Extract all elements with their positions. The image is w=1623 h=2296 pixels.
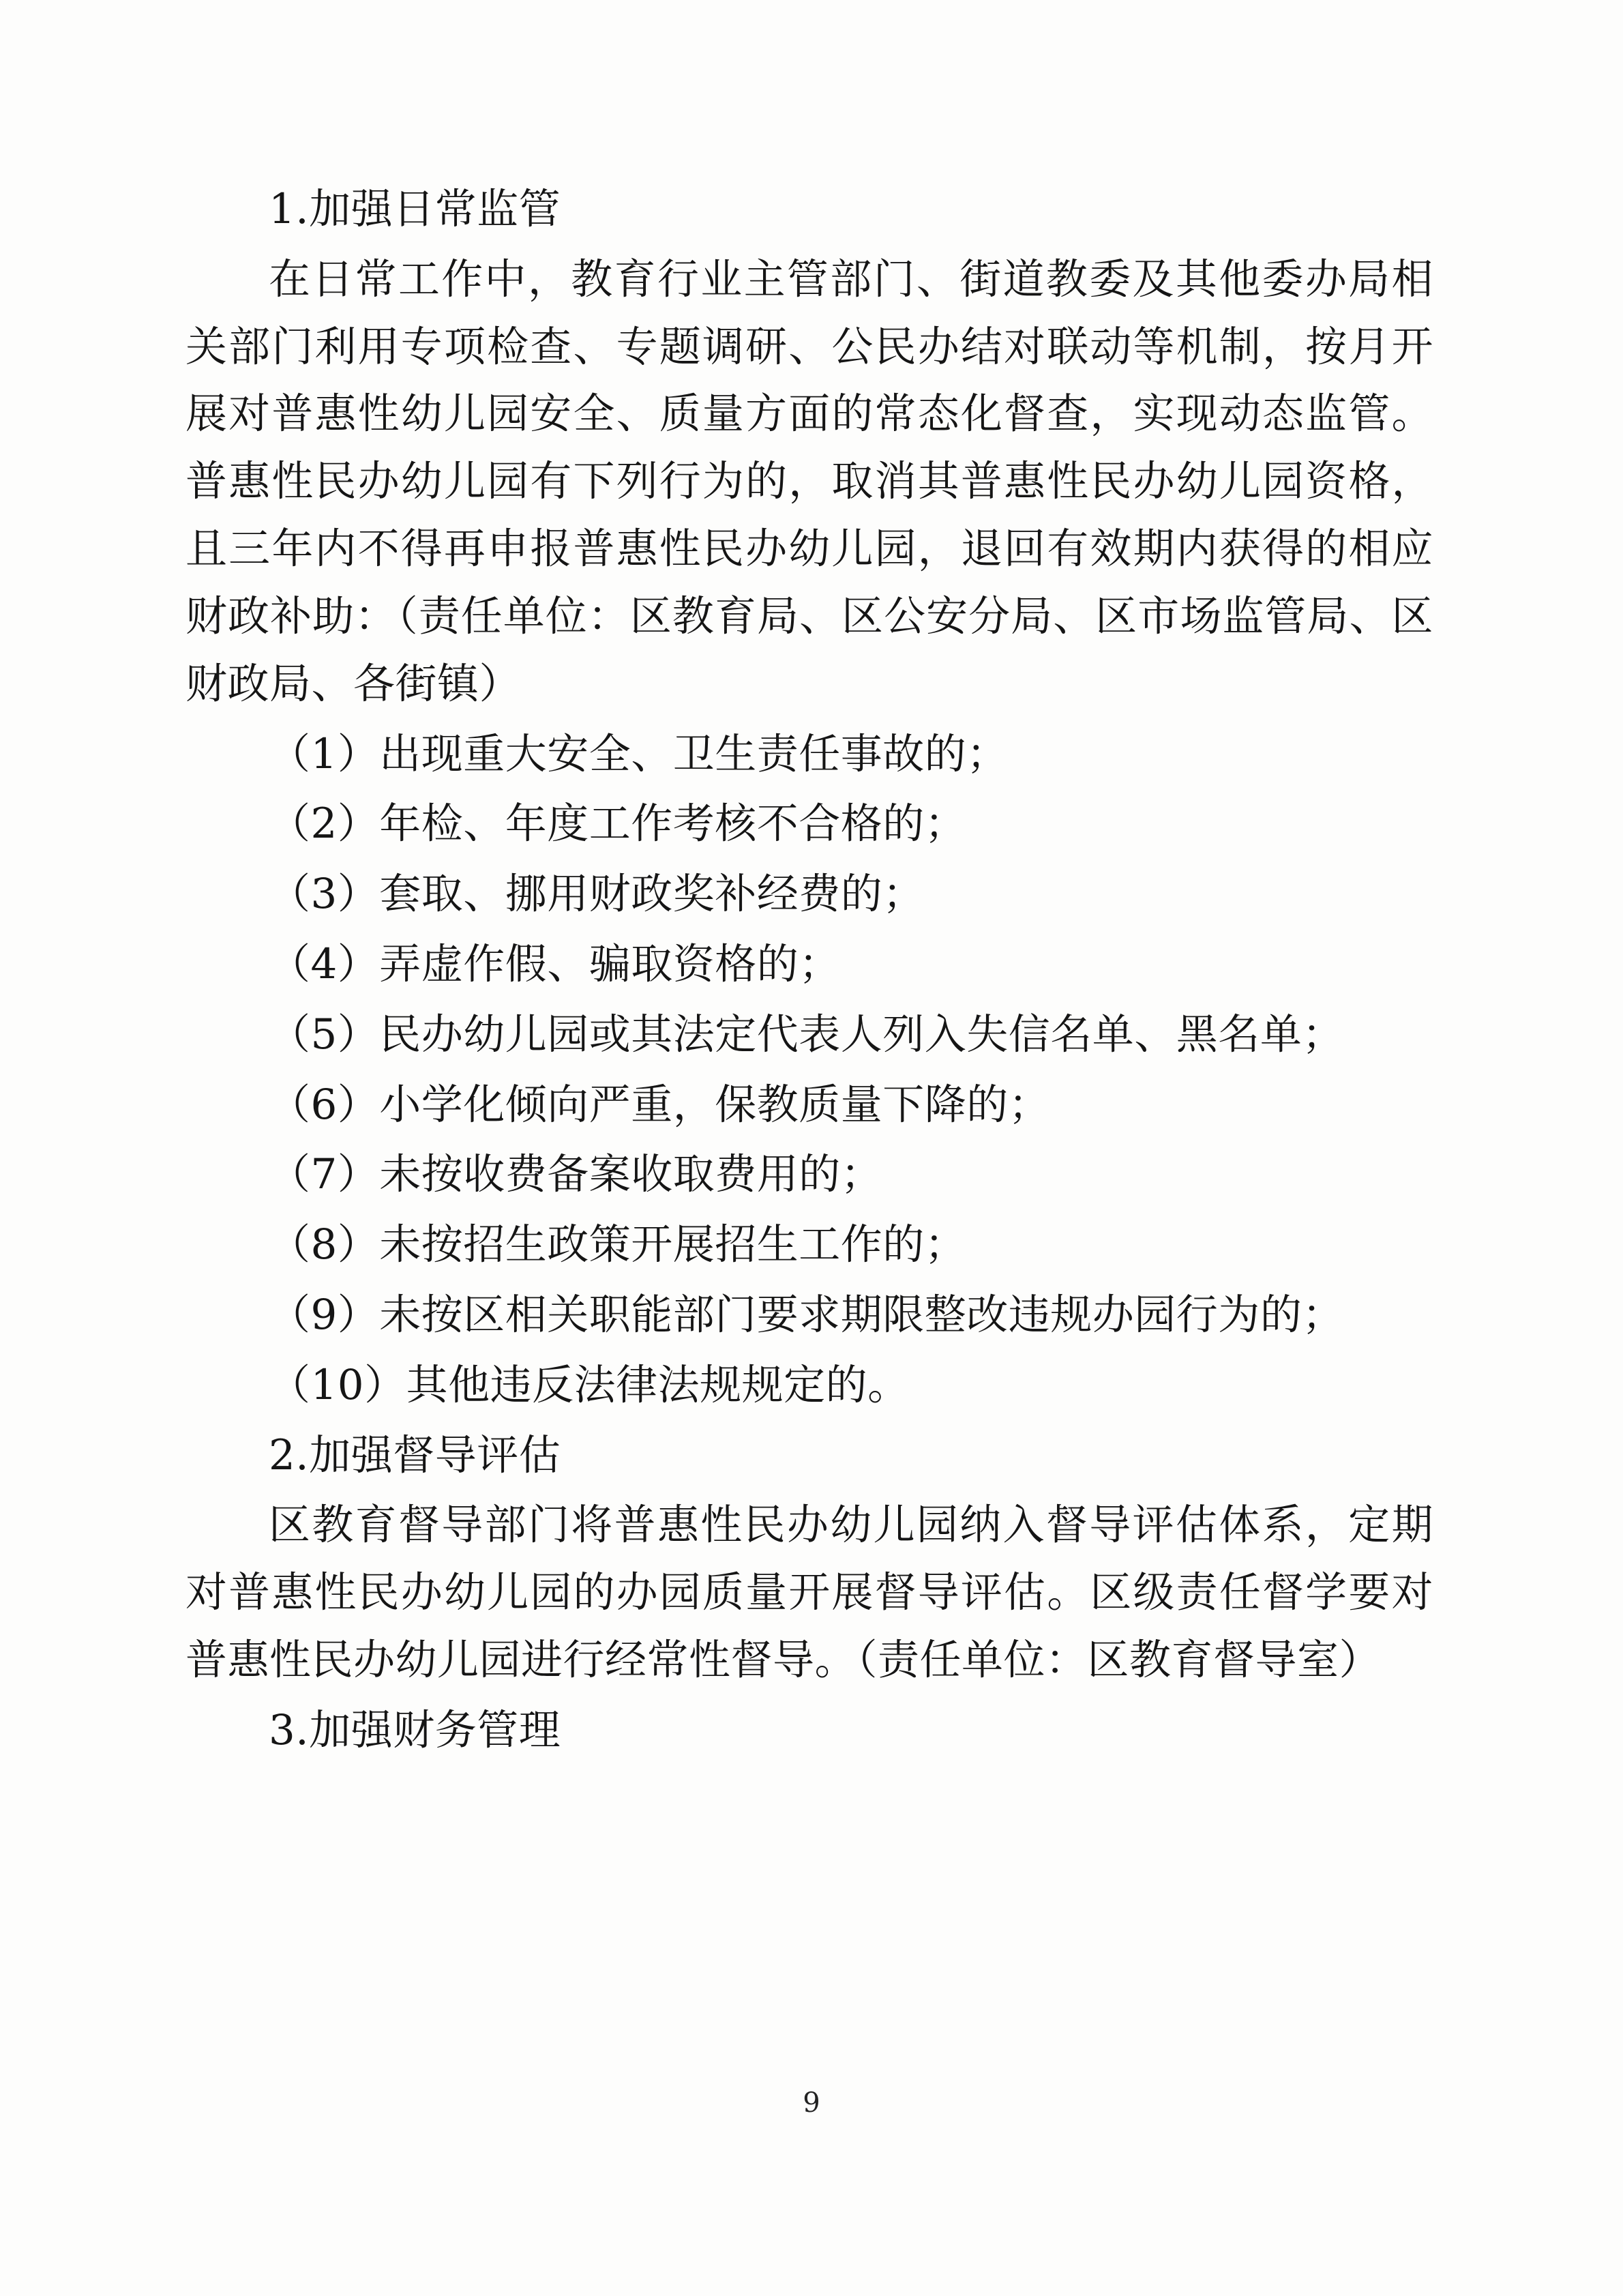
list-item: （2）年检、年度工作考核不合格的；: [269, 799, 967, 849]
list-item: （1）出现重大安全、卫生责任事故的；: [269, 729, 1009, 778]
list-item: （10）其他违反法律法规规定的。: [269, 1360, 910, 1409]
section-heading-2: 2.加强督导评估: [269, 1430, 561, 1480]
section-heading-1: 1.加强日常监管: [269, 185, 561, 233]
list-item: （4）弄虚作假、骗取资格的；: [269, 939, 841, 988]
page-number: 9: [803, 2087, 820, 2119]
page-content: [185, 176, 1433, 1767]
list-item: （5）民办幼儿园或其法定代表人列入失信名单、黑名单；: [269, 1010, 1344, 1059]
section-body-1: 在日常工作中，教育行业主管部门、街道教委及其他委办局相关部门利用专项检查、专题调研、公民办结对联动等机制，按月开展对普惠性幼儿园安全、质量方面的常态化督查，实现动态监管。普惠性民办幼儿园有下列行为的，取消其普惠性民办幼儿园资格，且三年内不得再申报普惠性民办幼儿园，退回有效期内获得的相应财政补助：（责任单位：区教育局、区公安分局、区市场监管局、区财政局、各街镇）: [185, 254, 1433, 708]
list-item: （8）未按招生政策开展招生工作的；: [269, 1220, 967, 1269]
section-heading-3: 3.加强财务管理: [269, 1705, 561, 1754]
list-item: （6）小学化倾向严重，保教质量下降的；: [269, 1080, 1051, 1129]
section-body-2: 区教育督导部门将普惠性民办幼儿园纳入督导评估体系，定期对普惠性民办幼儿园的办园质量开展督导评估。区级责任督学要对普惠性民办幼儿园进行经常性督导。（责任单位：区教育督导室）: [185, 1501, 1433, 1685]
list-item: （3）套取、挪用财政奖补经费的；: [269, 870, 925, 919]
list-item: （7）未按收费备案收取费用的；: [269, 1150, 883, 1199]
list-item: （9）未按区相关职能部门要求期限整改违规办园行为的；: [269, 1291, 1344, 1339]
